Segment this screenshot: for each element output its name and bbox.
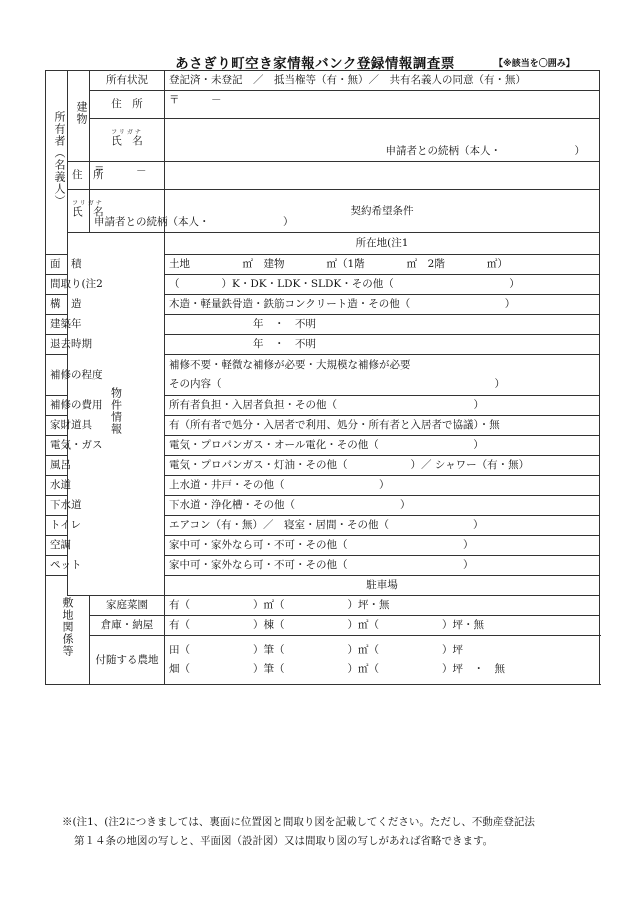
property-field-built-year[interactable]: 年 ・ 不明 [165,315,600,335]
site-label-garden: 家庭菜園 [90,596,165,616]
property-label-water: 水道 [46,476,68,496]
site-label-storage: 倉庫・納屋 [90,616,165,636]
furigana-label: フリガナ [72,199,104,207]
property-field-electric-gas[interactable]: 電気・プロパンガス・オール電化・その他（ ） [165,436,600,456]
property-label-toilet: トイレ [46,516,68,536]
property-label-area: 面 積 [46,255,68,275]
property-label-electric-gas: 電気・ガス [46,436,68,456]
form-title: あさぎり町空き家情報バンク登録情報調査票 [175,56,455,72]
property-field-pet[interactable]: 家中可・家外なら可・不可・その他（ ） [165,556,600,576]
site-field-farmland[interactable] [165,636,600,685]
owner-land-name-label: フリガナ 氏 名 [68,190,90,233]
owner-building-address-field[interactable]: 〒 － [165,91,600,119]
site-row [46,596,600,616]
property-label-built-year: 建築年 [46,315,68,335]
owner-land-address-row [46,162,600,190]
contract-label: 契約希望条件 [165,190,600,233]
owner-building-address-label: 住 所 [90,91,165,119]
owner-building-relation: 申請者との続柄（本人・ ） [385,145,585,157]
property-field-layout[interactable]: （ ）K・DK・LDK・SLDK・その他（ ） [165,275,600,295]
owner-building-name-label: フリガナ 氏 名 [90,119,165,162]
property-label-aircon: 空調 [46,536,68,556]
property-field-toilet[interactable]: エアコン（有・無）／ 寝室・居間・その他（ ） [165,516,600,536]
property-field-repair-cost[interactable]: 所有者負担・入居者負担・その他（ ） [165,396,600,416]
owner-building-status-field[interactable]: 登記済・未登記 ／ 抵当権等（有・無）／ 共有名義人の同意（有・無） [165,71,600,91]
property-field-furniture[interactable]: 有（所有者で処分・入居者で利用、処分・所有者と入居者で協議）・無 [165,416,600,436]
owner-building-address-row [46,91,600,119]
property-label-sewer: 下水道 [46,496,68,516]
property-field-structure[interactable]: 木造・軽量鉄骨造・鉄筋コンクリート造・その他（ ） [165,295,600,315]
property-field-area[interactable]: 土地 ㎡ 建物 ㎡（1階 ㎡ 2階 ㎡） [165,255,600,275]
site-field-garden[interactable]: 有（ ）㎡（ ）坪・無 [165,596,600,616]
owner-building-status-label: 所有状況 [90,71,165,91]
property-label-pet: ペット [46,556,68,576]
site-field-storage[interactable]: 有（ ）棟（ ）㎡（ ）坪・無 [165,616,600,636]
site-section-label: 敷地関係等 [46,576,90,685]
owner-land-relation: 申請者との続柄（本人・ ） [94,216,294,228]
repair-level-options: 補修不要・軽微な補修が必要・大規模な補修が必要 [169,359,411,371]
farmland-paddy-line: 田（ ）筆（ ）㎡（ ）坪 [169,644,463,656]
site-label-parking: 駐車場 [165,576,600,596]
property-label-structure: 構 造 [46,295,68,315]
property-field-bath[interactable]: 電気・プロパンガス・灯油・その他（ ）／ シャワー（有・無） [165,456,600,476]
repair-level-details: その内容（ ） [169,378,505,390]
property-field-repair-level[interactable] [165,355,600,396]
property-label-moveout: 退去時期 [46,335,68,355]
property-field-aircon[interactable]: 家中可・家外なら可・不可・その他（ ） [165,536,600,556]
footnote [62,813,602,851]
site-label-farmland: 付随する農地 [90,636,165,685]
footnote-line-2: 第１４条の地図の写しと、平面図（設計図）又は間取り図の写しがあれば省略できます。 [74,835,494,847]
owner-land-address-label: 住 所 [68,162,90,190]
registration-form-table [45,70,600,685]
furigana-label: フリガナ [111,128,143,136]
farmland-field-line: 畑（ ）筆（ ）㎡（ ）坪 ・ 無 [169,663,505,675]
circle-instruction-note: 【※該当を〇囲み】 [494,59,575,69]
owner-building-status-row [46,71,600,91]
property-row [46,233,600,255]
property-field-sewer[interactable]: 下水道・浄化槽・その他（ ） [165,496,600,516]
property-field-water[interactable]: 上水道・井戸・その他（ ） [165,476,600,496]
property-label-furniture: 家財道具 [46,416,68,436]
site-row [46,616,600,636]
property-label-repair-cost: 補修の費用 [46,396,68,416]
property-label-layout: 間取り(注2 [46,275,68,295]
property-section-label: 物件情報 [68,233,165,596]
property-label-bath: 風呂 [46,456,68,476]
property-label-repair-level: 補修の程度 [46,355,68,396]
owner-land-address-field[interactable]: 〒 － [90,162,165,190]
property-field-moveout[interactable]: 年 ・ 不明 [165,335,600,355]
owner-building-name-field[interactable] [165,119,600,162]
footnote-line-1: ※(注1、(注2につきましては、裏面に位置図と間取り図を記載してください。ただし、不動産登記法 [62,816,535,828]
property-label-location: 所在地(注1 [165,233,600,255]
owner-building-group-label: 建物 [68,71,90,162]
owner-section-label: 所有者（名義人） [46,71,68,255]
